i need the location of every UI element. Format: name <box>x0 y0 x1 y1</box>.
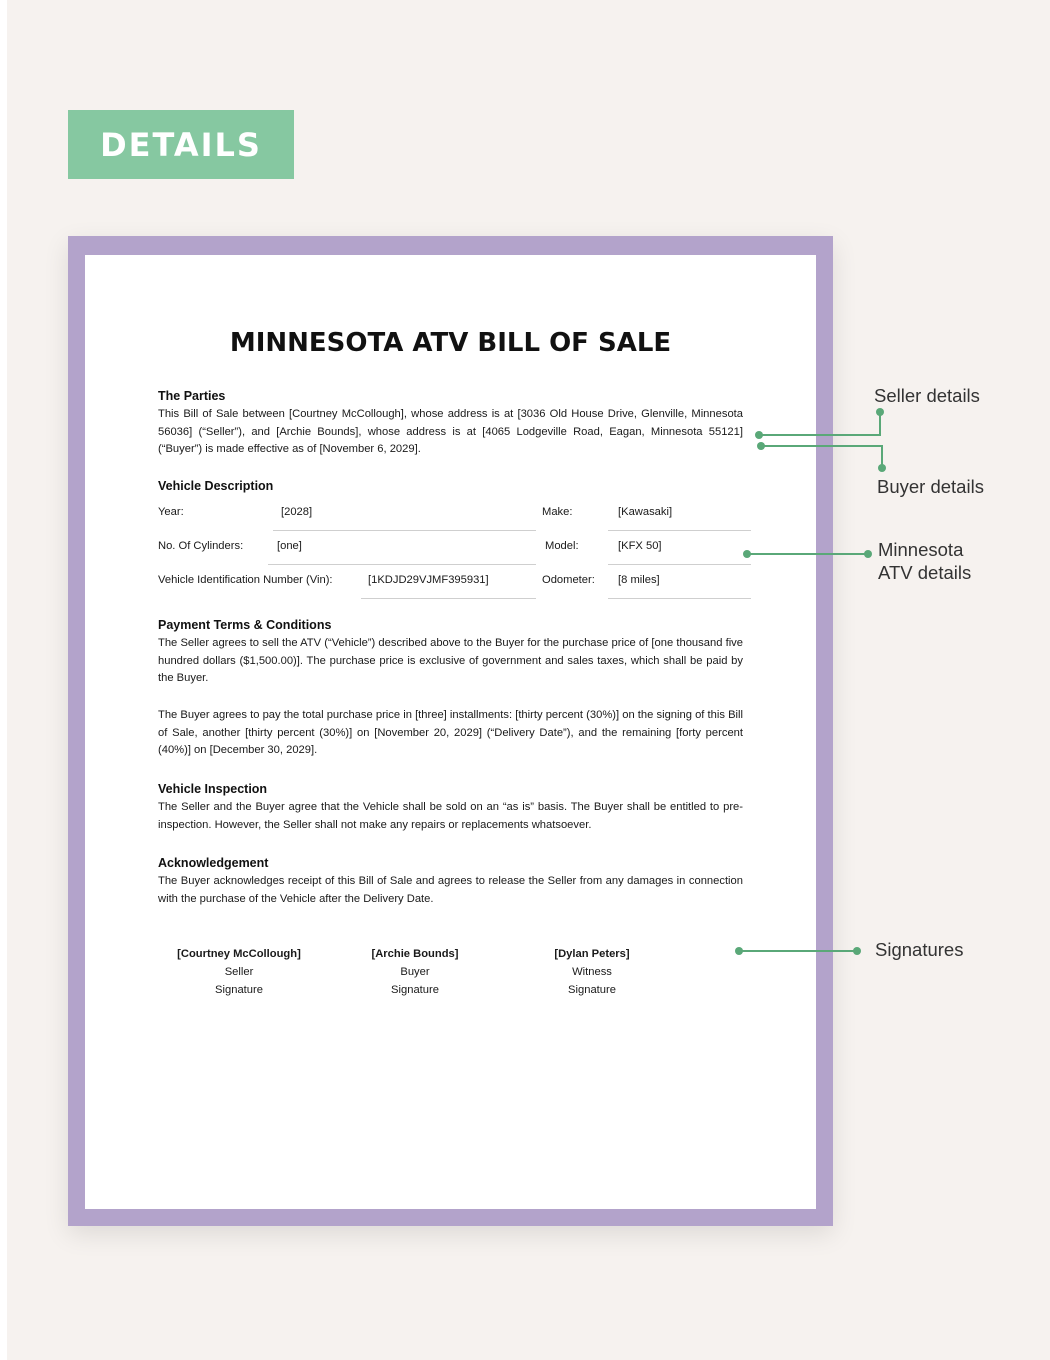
signatures-connector-dot-start <box>735 947 743 955</box>
odometer-label: Odometer: <box>542 574 595 586</box>
signatures-callout: Signatures <box>875 939 964 960</box>
seller-signature-name: [Courtney McCollough] <box>177 948 301 960</box>
witness-signature-name: [Dylan Peters] <box>554 948 630 960</box>
payment-text-1: The Seller agrees to sell the ATV (“Vehicle”) described above to the Buyer for the purchase price of [one thousand five hundred dollars ($1,500.00)]. The purchase price is exclusive of government and sales taxes, which shall be paid by the Buyer. <box>158 637 743 685</box>
inspection-text: The Seller and the Buyer agree that the Vehicle shall be sold on an “as is” basis. The Buyer shall be entitled to pre-inspection. However, the Seller shall not make any repairs or replacements whatsoever. <box>158 801 743 831</box>
vin-value: [1KDJD29VJMF395931] <box>368 574 489 586</box>
make-label: Make: <box>542 506 573 518</box>
seller-signature-label: Signature <box>215 984 263 996</box>
model-value: [KFX 50] <box>618 540 662 552</box>
acknowledgement-text: The Buyer acknowledges receipt of this Bill of Sale and agrees to release the Seller from any damages in connection with the purchase of the Vehicle after the Delivery Date. <box>158 875 743 905</box>
atv-details-callout-line1: Minnesota <box>878 539 964 560</box>
atv-connector-dot-end <box>864 550 872 558</box>
witness-signature-label: Signature <box>568 984 616 996</box>
year-label: Year: <box>158 506 184 518</box>
parties-text: This Bill of Sale between [Courtney McCollough], whose address is at [3036 Old House Drive, Glenville, Minnesota 56036] (“Seller”), and [Archie Bounds], whose address is at [4065 Lodgeville Road, Eagan, Minnesota 55121] (“Buyer”) is made effective as of [November 6, 2029]. <box>158 408 743 456</box>
payment-heading: Payment Terms & Conditions <box>158 618 332 632</box>
atv-details-callout <box>878 538 971 584</box>
payment-text-2: The Buyer agrees to pay the total purchase price in [three] installments: [thirty percent (30%)] on the signing of this Bill of Sale, another [thirty percent (30%)] on [November 20, 2029] (“Delivery Date”), and the remaining [forty percent (40%)] on [December 30, 2029]. <box>158 709 743 757</box>
parties-heading: The Parties <box>158 389 226 403</box>
atv-connector-dot-start <box>743 550 751 558</box>
cylinders-label: No. Of Cylinders: <box>158 540 244 552</box>
odometer-value: [8 miles] <box>618 574 660 586</box>
signatures-connector-dot-end <box>853 947 861 955</box>
cylinders-value: [one] <box>277 540 302 552</box>
vin-label: Vehicle Identification Number (Vin): <box>158 574 333 586</box>
inspection-heading: Vehicle Inspection <box>158 782 268 796</box>
details-badge: DETAILS <box>68 110 294 179</box>
year-value: [2028] <box>281 506 313 518</box>
make-value: [Kawasaki] <box>618 506 673 518</box>
buyer-details-callout: Buyer details <box>877 476 984 497</box>
buyer-signature-name: [Archie Bounds] <box>371 948 459 960</box>
seller-signature-role: Seller <box>224 966 254 978</box>
buyer-connector-dot-start <box>757 442 765 450</box>
model-label: Model: <box>545 540 579 552</box>
seller-connector-line <box>759 412 880 435</box>
vehicle-heading: Vehicle Description <box>158 479 274 493</box>
buyer-connector-dot-end <box>878 464 886 472</box>
buyer-connector-line <box>761 446 882 468</box>
atv-details-callout-line2: ATV details <box>878 562 972 583</box>
document-title: MINNESOTA ATV BILL OF SALE <box>229 328 672 358</box>
seller-connector-dot-end <box>876 408 884 416</box>
seller-connector-dot-start <box>755 431 763 439</box>
seller-details-callout: Seller details <box>874 385 980 406</box>
acknowledgement-heading: Acknowledgement <box>158 856 269 870</box>
buyer-signature-label: Signature <box>391 984 439 996</box>
buyer-signature-role: Buyer <box>400 966 430 978</box>
witness-signature-role: Witness <box>572 966 612 978</box>
